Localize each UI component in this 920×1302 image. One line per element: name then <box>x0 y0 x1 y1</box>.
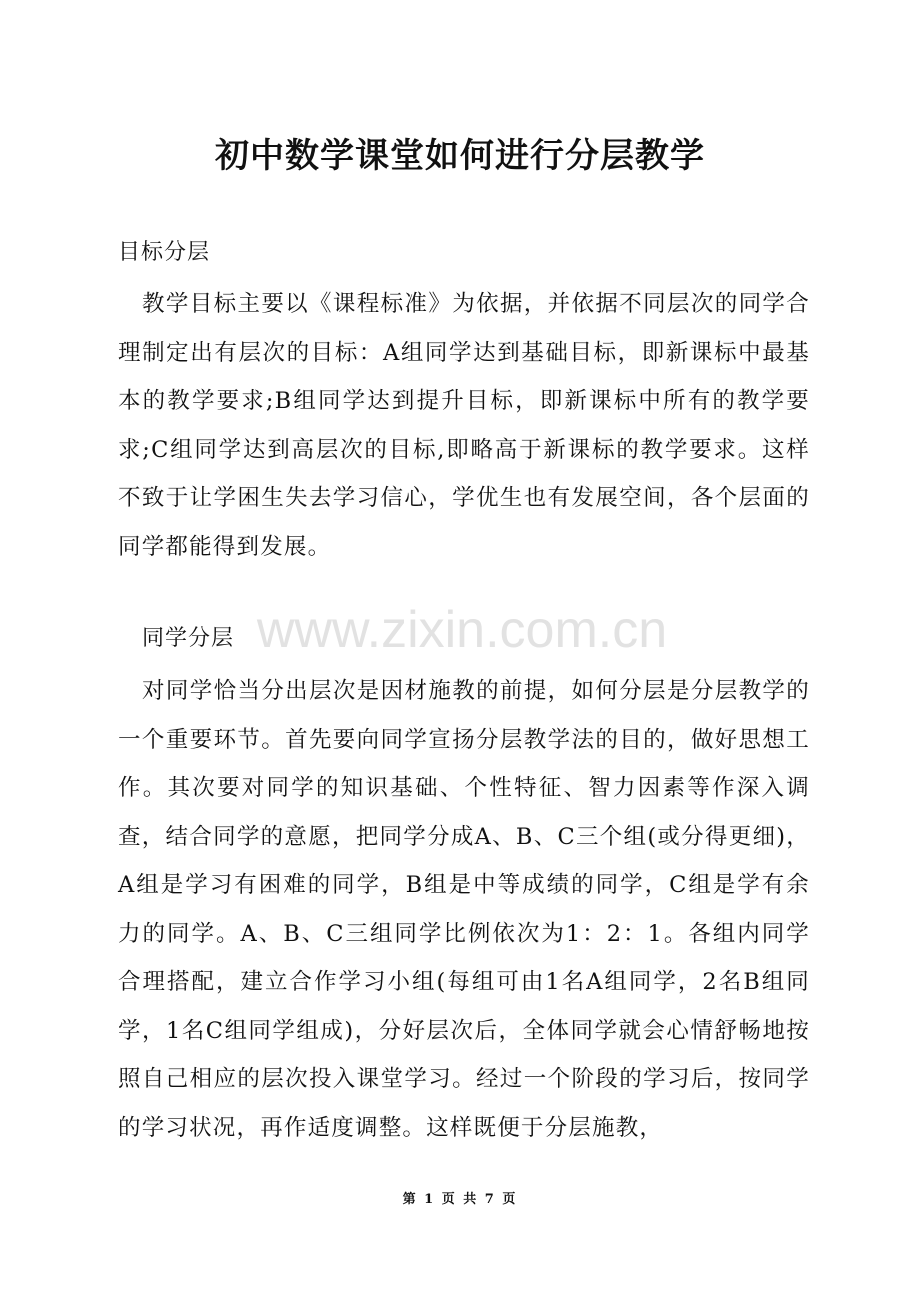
page-footer: 第 1 页 共 7 页 <box>402 1192 518 1207</box>
section-paragraph-students: 对同学恰当分出层次是因材施教的前提，如何分层是分层教学的一个重要环节。首先要向同学宣扬分层教学法的目的，做好思想工作。其次要对同学的知识基础、个性特征、智力因素等作深入调查，结合同学的意愿，把同学分成A、B、C三个组(或分得更细)，A组是学习有困难的同学，B组是中等成绩的同学，C组是学有余力的同学。A、B、C三组同学比例依次为1：2：1。各组内同学合理搭配，建立合作学习小组(每组可由1名A组同学，2名B组同学，1名C组同学组成)，分好层次后，全体同学就会心情舒畅地按照自己相应的层次投入课堂学习。经过一个阶段的学习后，按同学的学习状况，再作适度调整。这样既便于分层施教， <box>118 678 810 1141</box>
section-heading-goals: 目标分层 <box>118 240 211 265</box>
section-heading-students: 同学分层 <box>142 626 235 651</box>
watermark: www.zixin.com.cn <box>256 601 668 659</box>
document-title: 初中数学课堂如何进行分层教学 <box>215 136 705 176</box>
section-paragraph-goals: 教学目标主要以《课程标准》为依据，并依据不同层次的同学合理制定出有层次的目标：A组同学达到基础目标，即新课标中最基本的教学要求;B组同学达到提升目标，即新课标中所有的教学要求;C组同学达到高层次的目标,即略高于新课标的教学要求。这样不致于让学困生失去学习信心，学优生也有发展空间，各个层面的同学都能得到发展。 <box>118 291 810 560</box>
